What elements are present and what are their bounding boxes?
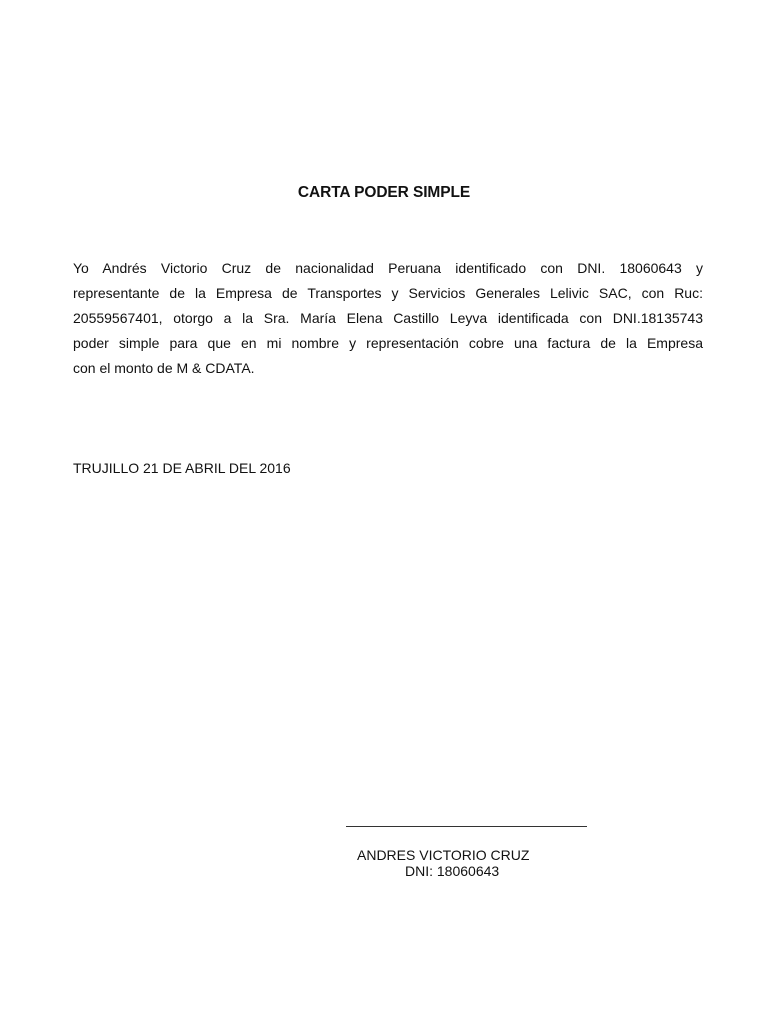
signature-line [346, 826, 587, 827]
place-date: TRUJILLO 21 DE ABRIL DEL 2016 [73, 460, 291, 476]
body-line: 20559567401, otorgo a la Sra. María Elena Castillo Leyva identificada con DNI.18135743 [73, 310, 703, 326]
document-body [73, 256, 703, 381]
signer-dni: DNI: 18060643 [405, 863, 500, 879]
body-line: con el monto de M & CDATA. [73, 360, 255, 376]
document-title: CARTA PODER SIMPLE [297, 184, 471, 201]
body-line: Yo Andrés Victorio Cruz de nacionalidad Peruana identificado con DNI. 18060643 y [73, 260, 703, 276]
body-line: poder simple para que en mi nombre y representación cobre una factura de la Empresa [73, 335, 703, 351]
body-line: representante de la Empresa de Transportes y Servicios Generales Lelivic SAC, con Ruc: [73, 285, 703, 301]
signer-name: ANDRES VICTORIO CRUZ [357, 847, 530, 863]
